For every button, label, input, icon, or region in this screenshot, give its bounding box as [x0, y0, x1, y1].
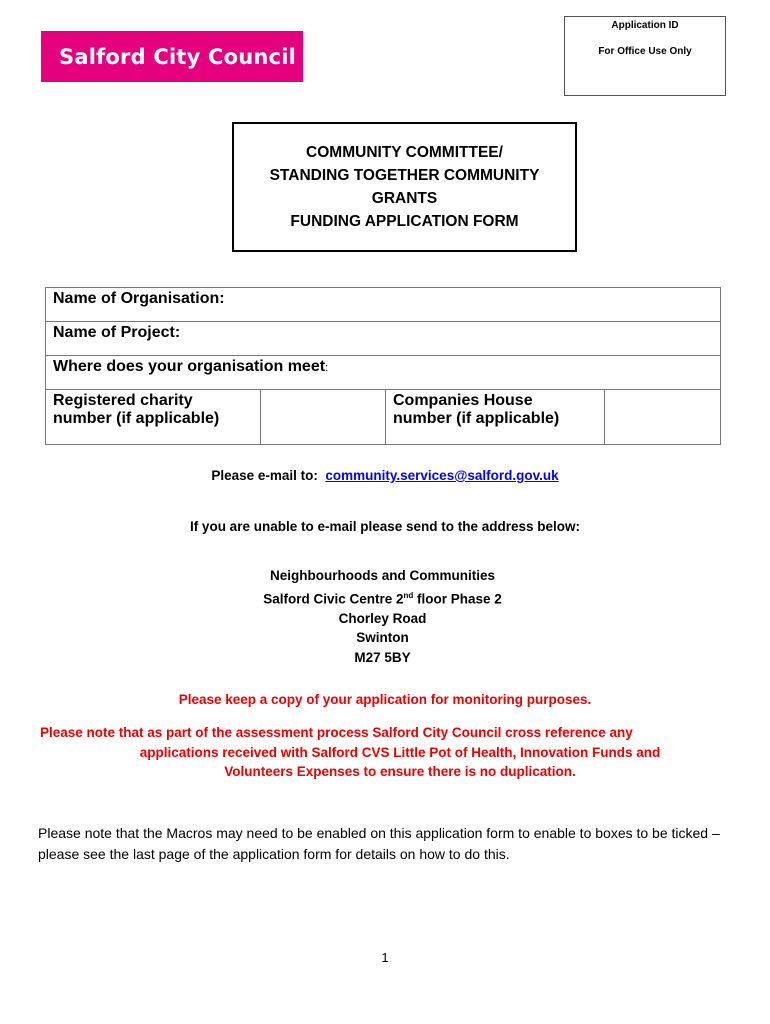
- organisation-label: Name of Organisation:: [53, 290, 225, 307]
- numbers-row: [46, 390, 721, 445]
- cross-reference-note: [40, 723, 740, 782]
- charity-label-cell: [46, 390, 261, 445]
- address-line-1: Neighbourhoods and Communities: [270, 568, 495, 583]
- project-field[interactable]: [46, 322, 721, 356]
- charity-number-input[interactable]: [261, 390, 386, 445]
- organisation-row: [46, 288, 721, 322]
- companies-number-input[interactable]: [605, 390, 721, 445]
- title-line-3: GRANTS: [371, 190, 438, 207]
- office-use-label: For Office Use Only: [598, 46, 692, 57]
- organisation-field[interactable]: [46, 288, 721, 322]
- charity-label-line-2: number (if applicable): [53, 410, 220, 427]
- cross-ref-line-1: Please note that as part of the assessment process Salford City Council cross reference any: [40, 725, 633, 740]
- logo-text: Salford City Council: [59, 44, 296, 69]
- email-link[interactable]: community.services@salford.gov.uk: [325, 468, 559, 483]
- project-label: Name of Project:: [53, 324, 181, 341]
- meet-row: [46, 356, 721, 390]
- keep-copy-note: Please keep a copy of your application for monitoring purposes.: [178, 692, 592, 707]
- meet-label: Where does your organisation meet: [53, 358, 326, 375]
- office-use-box: [564, 16, 726, 96]
- address-line-4: Swinton: [356, 630, 409, 645]
- cross-ref-line-3: Volunteers Expenses to ensure there is no duplication.: [224, 764, 576, 779]
- meet-field[interactable]: [46, 356, 721, 390]
- macros-note: Please note that the Macros may need to be enabled on this application form to enable to boxes to be ticked – please see the last page of the application form for details on how to do this.: [38, 825, 720, 862]
- meet-colon: :: [325, 362, 329, 374]
- companies-label-line-1: Companies House: [393, 392, 533, 409]
- title-line-4: FUNDING APPLICATION FORM: [290, 213, 519, 230]
- email-instruction: [0, 468, 770, 483]
- address-line-2: Salford Civic Centre 2nd floor Phase 2: [263, 590, 502, 606]
- form-title-box: [232, 122, 577, 252]
- email-prefix: Please e-mail to:: [211, 468, 326, 483]
- companies-label-cell: [386, 390, 605, 445]
- page-number: 1: [381, 950, 389, 965]
- charity-label-line-1: Registered charity: [53, 392, 193, 409]
- postal-instruction: If you are unable to e-mail please send to the address below:: [189, 519, 581, 534]
- title-line-1: COMMUNITY COMMITTEE/: [306, 144, 503, 161]
- cross-ref-line-2: applications received with Salford CVS Little Pot of Health, Innovation Funds and: [139, 744, 661, 760]
- application-id-label: Application ID: [611, 20, 679, 31]
- companies-label-line-2: number (if applicable): [393, 410, 560, 427]
- address-line-5: M27 5BY: [354, 649, 411, 665]
- council-logo: [41, 31, 303, 82]
- address-line-3: Chorley Road: [338, 610, 427, 626]
- organisation-details-table: [45, 287, 721, 445]
- postal-address: [220, 566, 545, 667]
- project-row: [46, 322, 721, 356]
- title-line-2: STANDING TOGETHER COMMUNITY: [269, 167, 540, 184]
